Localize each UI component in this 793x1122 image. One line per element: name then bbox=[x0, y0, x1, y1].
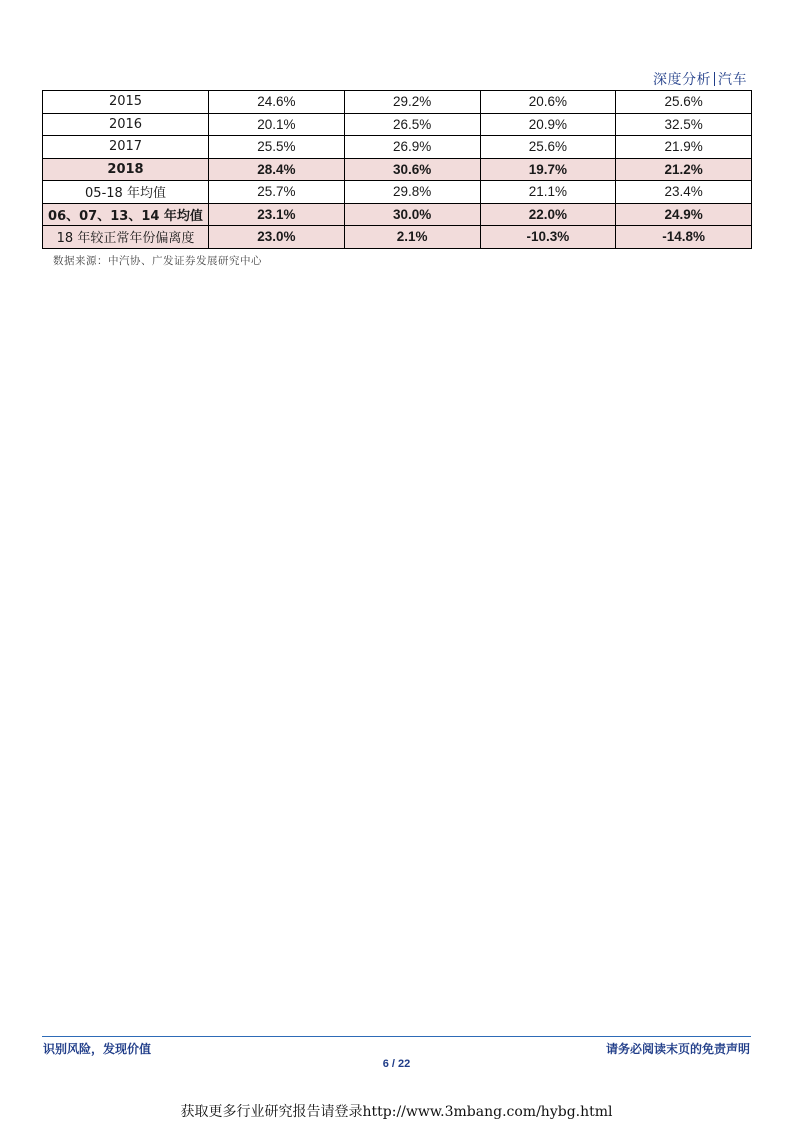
table-cell: 24.9% bbox=[616, 203, 752, 226]
table-cell: 21.2% bbox=[616, 158, 752, 181]
table-cell: 25.6% bbox=[616, 91, 752, 114]
table-row bbox=[43, 181, 752, 204]
page-number: 6 / 22 bbox=[382, 1058, 411, 1070]
table-cell: 20.9% bbox=[480, 113, 616, 136]
table-cell: 32.5% bbox=[616, 113, 752, 136]
table-cell: 29.2% bbox=[344, 91, 480, 114]
table-cell: 30.0% bbox=[344, 203, 480, 226]
header-title bbox=[653, 69, 747, 89]
table-cell: 30.6% bbox=[344, 158, 480, 181]
table-cell: 26.5% bbox=[344, 113, 480, 136]
table-cell: 26.9% bbox=[344, 136, 480, 159]
table-cell: 19.7% bbox=[480, 158, 616, 181]
sector-name: 汽车 bbox=[718, 71, 747, 87]
data-source-note: 数据来源：中汽协、广发证券发展研究中心 bbox=[53, 255, 262, 267]
table-cell: 25.7% bbox=[209, 181, 345, 204]
table-row-highlight bbox=[43, 158, 752, 181]
row-label: 2018 bbox=[43, 158, 209, 181]
table-cell: 21.1% bbox=[480, 181, 616, 204]
footer-slogan: 识别风险，发现价值 bbox=[43, 1042, 152, 1056]
report-type: 深度分析 bbox=[653, 71, 711, 87]
table-cell: 23.0% bbox=[209, 226, 345, 249]
table-cell: 23.1% bbox=[209, 203, 345, 226]
table-row bbox=[43, 91, 752, 114]
table-row bbox=[43, 113, 752, 136]
table-cell: 21.9% bbox=[616, 136, 752, 159]
table-cell: 29.8% bbox=[344, 181, 480, 204]
row-label: 2017 bbox=[43, 136, 209, 159]
table-cell: 25.5% bbox=[209, 136, 345, 159]
table-cell: 25.6% bbox=[480, 136, 616, 159]
data-table bbox=[42, 90, 752, 249]
table-cell: 23.4% bbox=[616, 181, 752, 204]
table-cell: 24.6% bbox=[209, 91, 345, 114]
table-cell: 2.1% bbox=[344, 226, 480, 249]
row-label: 06、07、13、14 年均值 bbox=[43, 203, 209, 226]
header-separator bbox=[714, 72, 715, 86]
row-label: 2016 bbox=[43, 113, 209, 136]
table-row-highlight bbox=[43, 226, 752, 249]
footer-divider bbox=[42, 1036, 751, 1037]
promo-banner: 获取更多行业研究报告请登录http://www.3mbang.com/hybg.html bbox=[180, 1104, 613, 1120]
table-cell: 20.6% bbox=[480, 91, 616, 114]
table-cell: 22.0% bbox=[480, 203, 616, 226]
table-cell: 28.4% bbox=[209, 158, 345, 181]
table-cell: -14.8% bbox=[616, 226, 752, 249]
table-row bbox=[43, 136, 752, 159]
row-label: 18 年较正常年份偏离度 bbox=[43, 226, 209, 249]
table-cell: -10.3% bbox=[480, 226, 616, 249]
table-row-highlight bbox=[43, 203, 752, 226]
row-label: 2015 bbox=[43, 91, 209, 114]
row-label: 05-18 年均值 bbox=[43, 181, 209, 204]
footer-disclaimer: 请务必阅读末页的免责声明 bbox=[605, 1042, 750, 1056]
table-cell: 20.1% bbox=[209, 113, 345, 136]
